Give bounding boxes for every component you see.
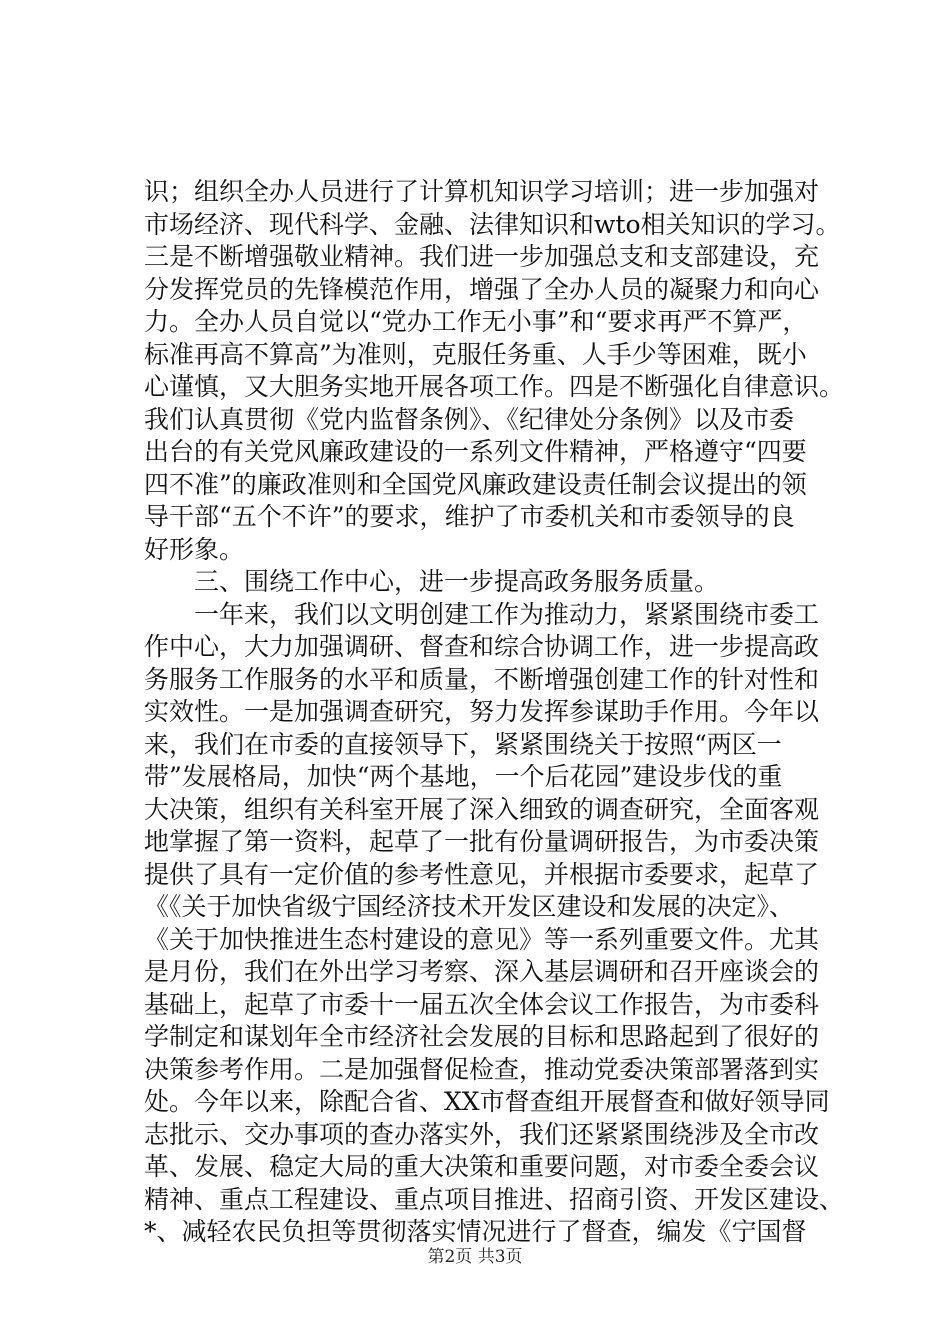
text-line: 地掌握了第一资料，起草了一批有份量调研报告，为市委决策 [144, 827, 820, 856]
page-number-footer: 第2页 共3页 [427, 1247, 523, 1267]
text-line: 志批示、交办事项的查办落实外，我们还紧紧围绕涉及全市改 [144, 1119, 820, 1149]
text-line: 好形象。 [144, 534, 245, 564]
body-text [144, 176, 845, 1249]
text-line: 来，我们在市委的直接领导下，紧紧围绕关于按照“两区一 [144, 729, 782, 759]
text-line: 精神、重点工程建设、重点项目推进、招商引资、开发区建设、 [144, 1184, 845, 1214]
text-line: 《关于加快推进生态村建设的意见》等一系列重要文件。尤其 [144, 924, 820, 954]
text-line: 市场经济、现代科学、金融、法律知识和wto相关知识的学习。 [144, 209, 841, 239]
text-line: 心谨慎，又大胆务实地开展各项工作。四是不断强化自律意识。 [144, 372, 845, 401]
text-line: 出台的有关党风廉政建设的一系列文件精神，严格遵守“四要 [144, 437, 807, 466]
text-line: 基础上，起草了市委十一届五次全体会议工作报告，为市委科 [144, 989, 820, 1019]
text-line: 分发挥党员的先锋模范作用，增强了全办人员的凝聚力和向心 [144, 274, 820, 304]
text-line: 识；组织全办人员进行了计算机知识学习培训；进一步加强对 [144, 177, 820, 206]
text-line: 我们认真贯彻《党内监督条例》、《纪律处分条例》以及市委 [144, 404, 795, 434]
text-line: 革、发展、稳定大局的重大决策和重要问题，对市委全委会议 [144, 1152, 820, 1181]
text-line: 标准再高不算高”为准则，克服任务重、人手少等困难，既小 [144, 339, 807, 369]
text-line: 作中心，大力加强调研、督查和综合协调工作，进一步提高政 [144, 632, 820, 661]
text-line: 一年来，我们以文明创建工作为推动力，紧紧围绕市委工 [144, 599, 820, 629]
text-line: 导干部“五个不许”的要求，维护了市委机关和市委领导的良 [144, 502, 795, 531]
text-line: 是月份，我们在外出学习考察、深入基层调研和召开座谈会的 [144, 957, 820, 986]
text-line: 提供了具有一定价值的参考性意见，并根据市委要求，起草了 [144, 859, 820, 889]
text-line: 务服务工作服务的水平和质量，不断增强创建工作的针对性和 [144, 664, 820, 694]
text-line: 实效性。一是加强调查研究，努力发挥参谋助手作用。今年以 [144, 697, 820, 726]
section-heading: 三、围绕工作中心，进一步提高政务服务质量。 [144, 567, 720, 596]
text-line: 大决策，组织有关科室开展了深入细致的调查研究，全面客观 [144, 794, 820, 824]
text-line: 《《关于加快省级宁国经济技术开发区建设和发展的决定》、 [144, 892, 795, 921]
text-line: 处。今年以来，除配合省、XX市督查组开展督查和做好领导同 [144, 1087, 830, 1116]
text-line: 学制定和谋划年全市经济社会发展的目标和思路起到了很好的 [144, 1022, 820, 1051]
text-line: 力。全办人员自觉以“党办工作无小事”和“要求再严不算严， [144, 307, 808, 336]
text-line: *、减轻农民负担等贯彻落实情况进行了督查，编发《宁国督 [144, 1217, 807, 1246]
text-line: 带”发展格局，加快“两个基地，一个后花园”建设步伐的重 [144, 762, 783, 791]
text-line: 三是不断增强敬业精神。我们进一步加强总支和支部建设，充 [144, 242, 820, 271]
text-line: 决策参考作用。二是加强督促检查，推动党委决策部署落到实 [144, 1054, 820, 1084]
text-line: 四不准”的廉政准则和全国党风廉政建设责任制会议提出的领 [144, 469, 807, 499]
